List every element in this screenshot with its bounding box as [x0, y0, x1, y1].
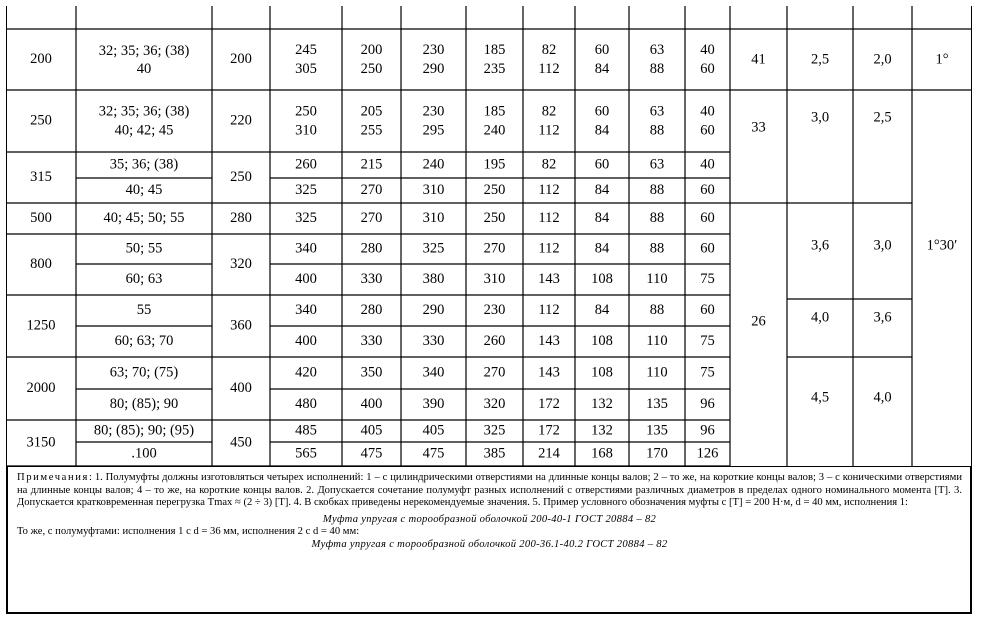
dimension-cell: 325 [295, 181, 317, 198]
diameter-cell: 40; 42; 45 [114, 122, 174, 139]
dimension-cell: 325 [422, 240, 445, 257]
diameter-cell: 32; 35; 36; (38) [98, 103, 190, 120]
dimension-cell: 380 [422, 270, 445, 287]
diameter-cell: 35; 36; (38) [109, 156, 179, 173]
torque-cell: 200 [30, 50, 52, 67]
dimension-cell: 290 [422, 301, 445, 318]
dimension-cell: 205 [360, 103, 383, 120]
dimension-cell: 260 [295, 156, 317, 173]
dimension-cell: 230 [422, 41, 445, 58]
dimension-cell: 88 [649, 122, 665, 139]
table-cells [27, 42, 958, 462]
dimension-cell: 108 [591, 270, 613, 287]
dimension-cell: 82 [541, 103, 557, 120]
dimension-cell: 325 [295, 209, 317, 226]
dimension-cell: 132 [591, 395, 613, 412]
diameter-cell: 80; (85); 90 [109, 395, 179, 412]
outer-diameter-cell: 250 [230, 168, 252, 185]
dimension-cell: 143 [538, 364, 560, 381]
dimension-cell: 310 [422, 209, 445, 226]
dimension-cell: 112 [538, 122, 560, 139]
dimension-cell: 240 [483, 122, 506, 139]
diameter-cell: 40 [136, 60, 152, 77]
dimension-cell: 63 [649, 156, 665, 173]
dimension-cell: 330 [360, 332, 383, 349]
dimension-cell: 40 [700, 41, 715, 58]
radial-misalignment-cell: 3,0 [810, 109, 830, 126]
dimension-cell: 96 [700, 422, 715, 439]
dimension-cell: 88 [649, 181, 665, 198]
dimension-cell: 385 [483, 445, 506, 462]
dimension-cell: 340 [295, 240, 317, 257]
dimension-cell: 280 [360, 240, 383, 257]
dimension-cell: 565 [295, 445, 317, 462]
dimension-cell: 132 [591, 422, 613, 439]
dimension-cell: 475 [360, 445, 383, 462]
example-designation-1: Муфта упругая с торообразной оболочкой 200-40-1 ГОСТ 20884 – 82 [322, 513, 657, 525]
dimension-cell: 172 [538, 395, 560, 412]
dimension-cell: 250 [295, 103, 317, 120]
dimension-cell: 420 [295, 364, 317, 381]
torque-cell: 1250 [26, 317, 56, 334]
dimension-cell: 270 [483, 364, 506, 381]
dimension-cell: 60 [700, 181, 715, 198]
dimension-cell: 250 [360, 60, 383, 77]
dimension-cell: 135 [646, 395, 668, 412]
dimension-cell: 40 [700, 103, 715, 120]
dimension-cell: 60 [594, 41, 610, 58]
radial-misalignment-cell: 4,5 [810, 389, 830, 406]
dimension-cell: 400 [360, 395, 383, 412]
dimension-cell: 200 [360, 41, 383, 58]
dimension-cell: 60 [700, 60, 715, 77]
dimension-cell: 40 [700, 156, 715, 173]
torque-cell: 2000 [26, 379, 56, 396]
dimension-cell: 185 [483, 103, 506, 120]
outer-diameter-cell: 220 [230, 112, 252, 129]
dimension-cell: 75 [700, 332, 715, 349]
dimension-cell: 75 [700, 270, 715, 287]
dimension-cell: 330 [360, 270, 383, 287]
dimension-cell: 82 [541, 41, 557, 58]
outer-diameter-cell: 200 [230, 50, 252, 67]
dimension-cell: 143 [538, 332, 560, 349]
notes-line-2: То же, с полумуфтами: исполнения 1 с d = 36 мм, исполнения 2 с d = 40 мм: [17, 526, 360, 538]
diameter-cell: 55 [136, 301, 152, 318]
dimension-cell: 280 [360, 301, 383, 318]
dimension-cell: 405 [360, 422, 383, 439]
dimension-cell: 110 [646, 332, 668, 349]
dimension-cell: 135 [646, 422, 668, 439]
dimension-cell: 84 [594, 301, 610, 318]
dimension-cell: 185 [483, 41, 506, 58]
dimension-cell: 230 [483, 301, 506, 318]
dimension-cell: 60 [700, 240, 715, 257]
diameter-cell: .100 [131, 445, 157, 462]
dimension-cell: 475 [422, 445, 445, 462]
radial-misalignment-cell: 2,5 [810, 51, 830, 68]
dimension-cell: 168 [591, 445, 613, 462]
dimension-cell: 405 [422, 422, 445, 439]
dimension-cell: 295 [422, 122, 445, 139]
dimension-cell: 108 [591, 332, 613, 349]
dimension-cell: 230 [422, 103, 445, 120]
dimension-cell: 270 [360, 181, 383, 198]
dimension-cell: 270 [360, 209, 383, 226]
dimension-cell: 350 [360, 364, 383, 381]
dimension-cell: 250 [483, 209, 506, 226]
dimension-cell: 390 [422, 395, 445, 412]
dimension-cell: 305 [295, 60, 317, 77]
axial-misalignment-cell: 2,0 [873, 51, 892, 68]
dimension-cell: 330 [422, 332, 445, 349]
notes-heading: Примечания [17, 472, 89, 483]
outer-diameter-cell: 450 [230, 434, 252, 451]
dimension-cell: 170 [646, 445, 668, 462]
example-designation-2: Муфта упругая с торообразной оболочкой 200-36.1-40.2 ГОСТ 20884 – 82 [311, 538, 668, 550]
mass-cell: 33 [751, 119, 766, 136]
axial-misalignment-cell: 3,6 [873, 309, 892, 326]
dimension-cell: 112 [538, 301, 560, 318]
dimension-cell: 310 [422, 181, 445, 198]
dimension-cell: 96 [700, 395, 715, 412]
dimension-cell: 400 [295, 332, 317, 349]
dimension-cell: 110 [646, 270, 668, 287]
outer-diameter-cell: 400 [230, 379, 252, 396]
mass-cell: 26 [751, 313, 766, 330]
dimension-cell: 112 [538, 209, 560, 226]
dimension-cell: 84 [594, 122, 610, 139]
diameter-cell: 50; 55 [125, 240, 163, 257]
dimension-cell: 108 [591, 364, 613, 381]
dimension-cell: 485 [295, 422, 317, 439]
dimension-cell: 310 [295, 122, 317, 139]
diameter-cell: 80; (85); 90; (95) [93, 422, 195, 439]
dimension-cell: 112 [538, 240, 560, 257]
dimension-cell: 255 [360, 122, 383, 139]
dimension-cell: 240 [422, 156, 445, 173]
coupling-dimensions-table [6, 6, 972, 466]
dimension-cell: 310 [483, 270, 506, 287]
dimension-cell: 88 [649, 240, 665, 257]
dimension-cell: 215 [360, 156, 383, 173]
dimension-cell: 320 [483, 395, 506, 412]
torque-cell: 800 [30, 255, 52, 272]
dimension-cell: 60 [594, 156, 610, 173]
dimension-cell: 245 [295, 41, 317, 58]
dimension-cell: 88 [649, 301, 665, 318]
dimension-cell: 110 [646, 364, 668, 381]
dimension-cell: 84 [594, 240, 610, 257]
axial-misalignment-cell: 3,0 [873, 237, 892, 254]
outer-diameter-cell: 280 [230, 209, 252, 226]
angular-misalignment-cell: 1° [935, 51, 949, 68]
outer-diameter-cell: 320 [230, 255, 252, 272]
dimension-cell: 260 [483, 332, 506, 349]
dimension-cell: 290 [422, 60, 445, 77]
dimension-cell: 84 [594, 209, 610, 226]
diameter-cell: 32; 35; 36; (38) [98, 42, 190, 59]
table-notes [6, 466, 972, 614]
dimension-cell: 126 [696, 445, 719, 462]
dimension-cell: 84 [594, 181, 610, 198]
torque-cell: 315 [30, 168, 52, 185]
dimension-cell: 60 [594, 103, 610, 120]
diameter-cell: 63; 70; (75) [109, 364, 179, 381]
dimension-cell: 88 [649, 209, 665, 226]
angular-misalignment-cell: 1°30′ [926, 237, 958, 254]
dimension-cell: 270 [483, 240, 506, 257]
dimension-cell: 82 [541, 156, 557, 173]
dimension-cell: 250 [483, 181, 506, 198]
dimension-cell: 112 [538, 181, 560, 198]
diameter-cell: 40; 45; 50; 55 [103, 209, 185, 226]
dimension-cell: 325 [483, 422, 506, 439]
dimension-cell: 63 [649, 103, 665, 120]
notes-paragraph [17, 472, 962, 510]
radial-misalignment-cell: 3,6 [810, 237, 830, 254]
dimension-cell: 480 [295, 395, 317, 412]
dimension-cell: 112 [538, 60, 560, 77]
dimension-cell: 88 [649, 60, 665, 77]
dimension-cell: 60 [700, 122, 715, 139]
dimension-cell: 195 [483, 156, 506, 173]
dimension-cell: 340 [422, 364, 445, 381]
torque-cell: 250 [30, 112, 52, 129]
diameter-cell: 60; 63 [125, 270, 163, 287]
notes-body: : 1. Полумуфты должны изготовляться четырех исполнений: 1 – с цилиндрическими отверстиями на длинные концы валов; 2 – то же, на короткие концы валов; 3 – с коническими отверстиями на длинные концы валов; 4 – то же, на короткие концы валов. 2. Допускается сочетание полумуфт разных исполнений с отверстиями различных диаметров в пределах одного номинального момента [T]. 3. Допускается кратковременная перегрузка Tmax ≈ (2 ÷ 3) [T]. 4. В скобках приведены нерекомендуемые значения. 5. Пример условного обозначения муфты с [T] = 200 Н·м, d = 40 мм, исполнения 1: [17, 472, 962, 509]
radial-misalignment-cell: 4,0 [810, 309, 830, 326]
axial-misalignment-cell: 4,0 [873, 389, 892, 406]
torque-cell: 500 [30, 209, 52, 226]
dimension-cell: 63 [649, 41, 665, 58]
dimension-cell: 84 [594, 60, 610, 77]
dimension-cell: 60 [700, 301, 715, 318]
mass-cell: 41 [751, 51, 766, 68]
dimension-cell: 75 [700, 364, 715, 381]
dimension-cell: 235 [483, 60, 506, 77]
dimension-cell: 340 [295, 301, 317, 318]
outer-diameter-cell: 360 [230, 317, 252, 334]
dimension-cell: 172 [538, 422, 560, 439]
dimension-cell: 400 [295, 270, 317, 287]
torque-cell: 3150 [26, 434, 56, 451]
diameter-cell: 60; 63; 70 [114, 332, 174, 349]
diameter-cell: 40; 45 [125, 181, 163, 198]
dimension-cell: 60 [700, 209, 715, 226]
axial-misalignment-cell: 2,5 [873, 109, 892, 126]
dimension-cell: 143 [538, 270, 560, 287]
dimension-cell: 214 [538, 445, 560, 462]
